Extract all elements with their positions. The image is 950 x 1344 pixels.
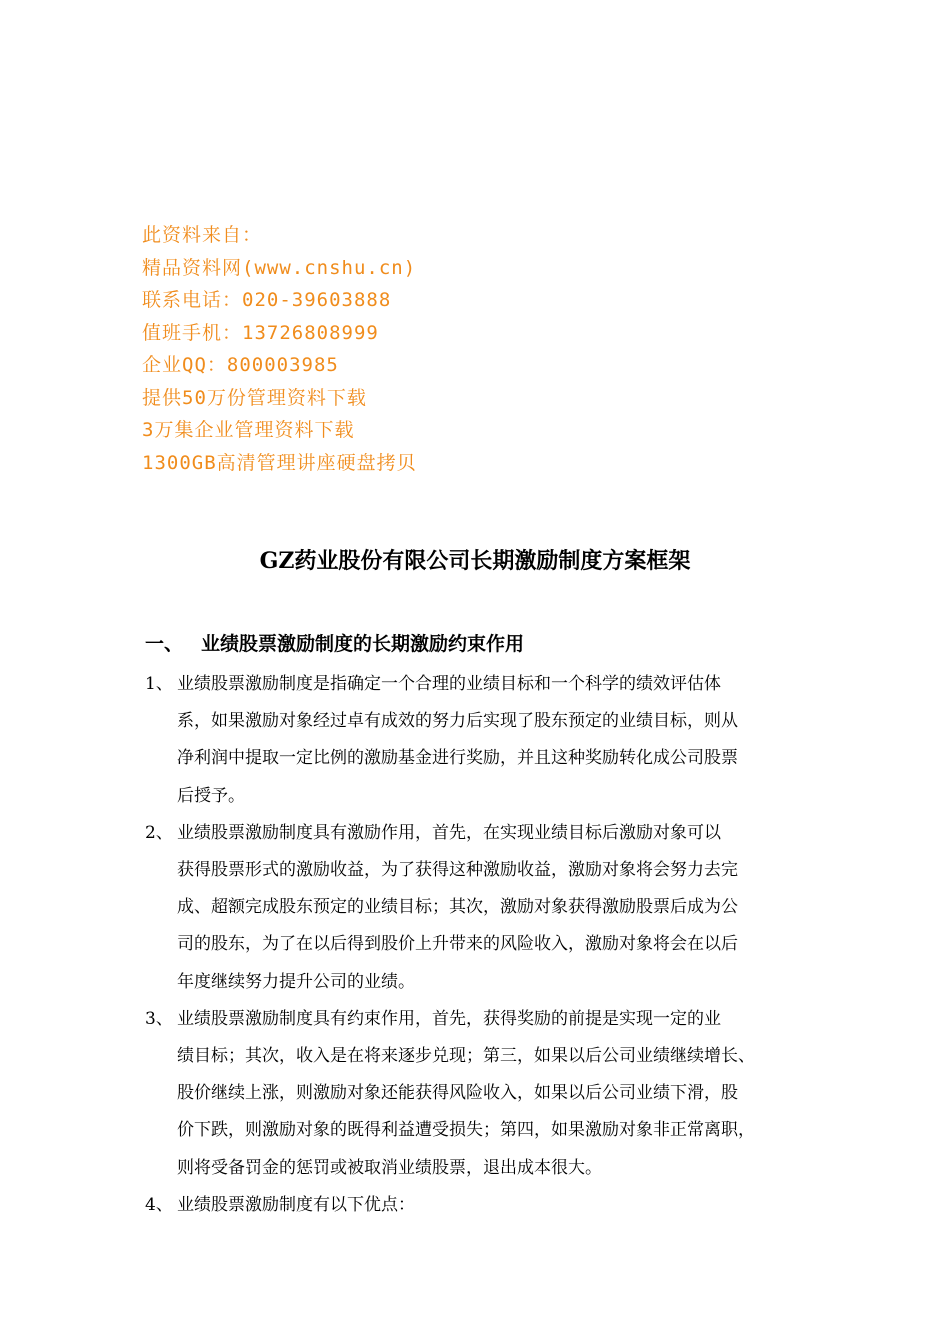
source-line-website: 精品资料网(www.cnshu.cn) [142,256,417,279]
item-line: 股价继续上涨，则激励对象还能获得风险收入，如果以后公司业绩下滑，股 [177,1083,738,1104]
item-text [177,1001,815,1187]
item-number: 2、 [145,822,173,843]
item-number: 1、 [145,674,173,694]
item-number: 3、 [145,1008,173,1029]
item-line: 业绩股票激励制度具有激励作用，首先，在实现业绩目标后激励对象可以 [177,822,721,843]
item-line: 年度继续努力提升公司的业绩。 [177,971,415,992]
list-item [145,815,815,1001]
item-text [177,666,815,815]
source-line-offer-3: 1300GB高清管理讲座硬盘拷贝 [142,451,417,474]
section-number: 一、 [145,633,184,655]
item-text [177,815,815,1001]
source-line-intro: 此资料来自： [142,224,263,246]
source-line-qq: 企业QQ：800003985 [142,354,339,376]
item-line: 司的股东，为了在以后得到股价上升带来的风险收入，激励对象将会在以后 [177,934,738,955]
source-info-block [142,219,702,479]
item-line: 业绩股票激励制度具有约束作用，首先，获得奖励的前提是实现一定的业 [177,1008,721,1029]
source-line-mobile: 值班手机：13726808999 [142,321,379,344]
source-line-offer-1: 提供50万份管理资料下载 [142,386,367,409]
item-line: 则将受备罚金的惩罚或被取消业绩股票，退出成本很大。 [177,1157,602,1178]
source-line-offer-2: 3万集企业管理资料下载 [142,419,355,441]
item-list [145,666,815,1224]
item-line: 获得股票形式的激励收益，为了获得这种激励收益，激励对象将会努力去完 [177,860,738,881]
section-heading [145,628,845,660]
section-heading-text: 业绩股票激励制度的长期激励约束作用 [201,633,525,655]
document-title: GZ药业股份有限公司长期激励制度方案框架 [259,548,691,574]
list-item [145,1001,815,1187]
item-line: 价下跌，则激励对象的既得利益遭受损失；第四，如果激励对象非正常离职， [177,1120,755,1141]
item-line: 系，如果激励对象经过卓有成效的努力后实现了股东预定的业绩目标，则从 [177,711,738,732]
item-line: 业绩股票激励制度是指确定一个合理的业绩目标和一个科学的绩效评估体 [177,674,721,694]
item-number: 4、 [145,1194,173,1215]
item-line: 绩目标；其次，收入是在将来逐步兑现；第三，如果以后公司业绩继续增长、 [177,1046,755,1067]
list-item [145,1187,815,1224]
item-line: 净利润中提取一定比例的激励基金进行奖励，并且这种奖励转化成公司股票 [177,748,738,769]
list-item [145,666,815,815]
item-line: 业绩股票激励制度有以下优点： [177,1194,415,1215]
item-line: 后授予。 [177,785,245,806]
source-line-phone: 联系电话：020-39603888 [142,289,392,311]
item-line: 成、超额完成股东预定的业绩目标；其次，激励对象获得激励股票后成为公 [177,897,738,918]
item-text [177,1187,815,1224]
